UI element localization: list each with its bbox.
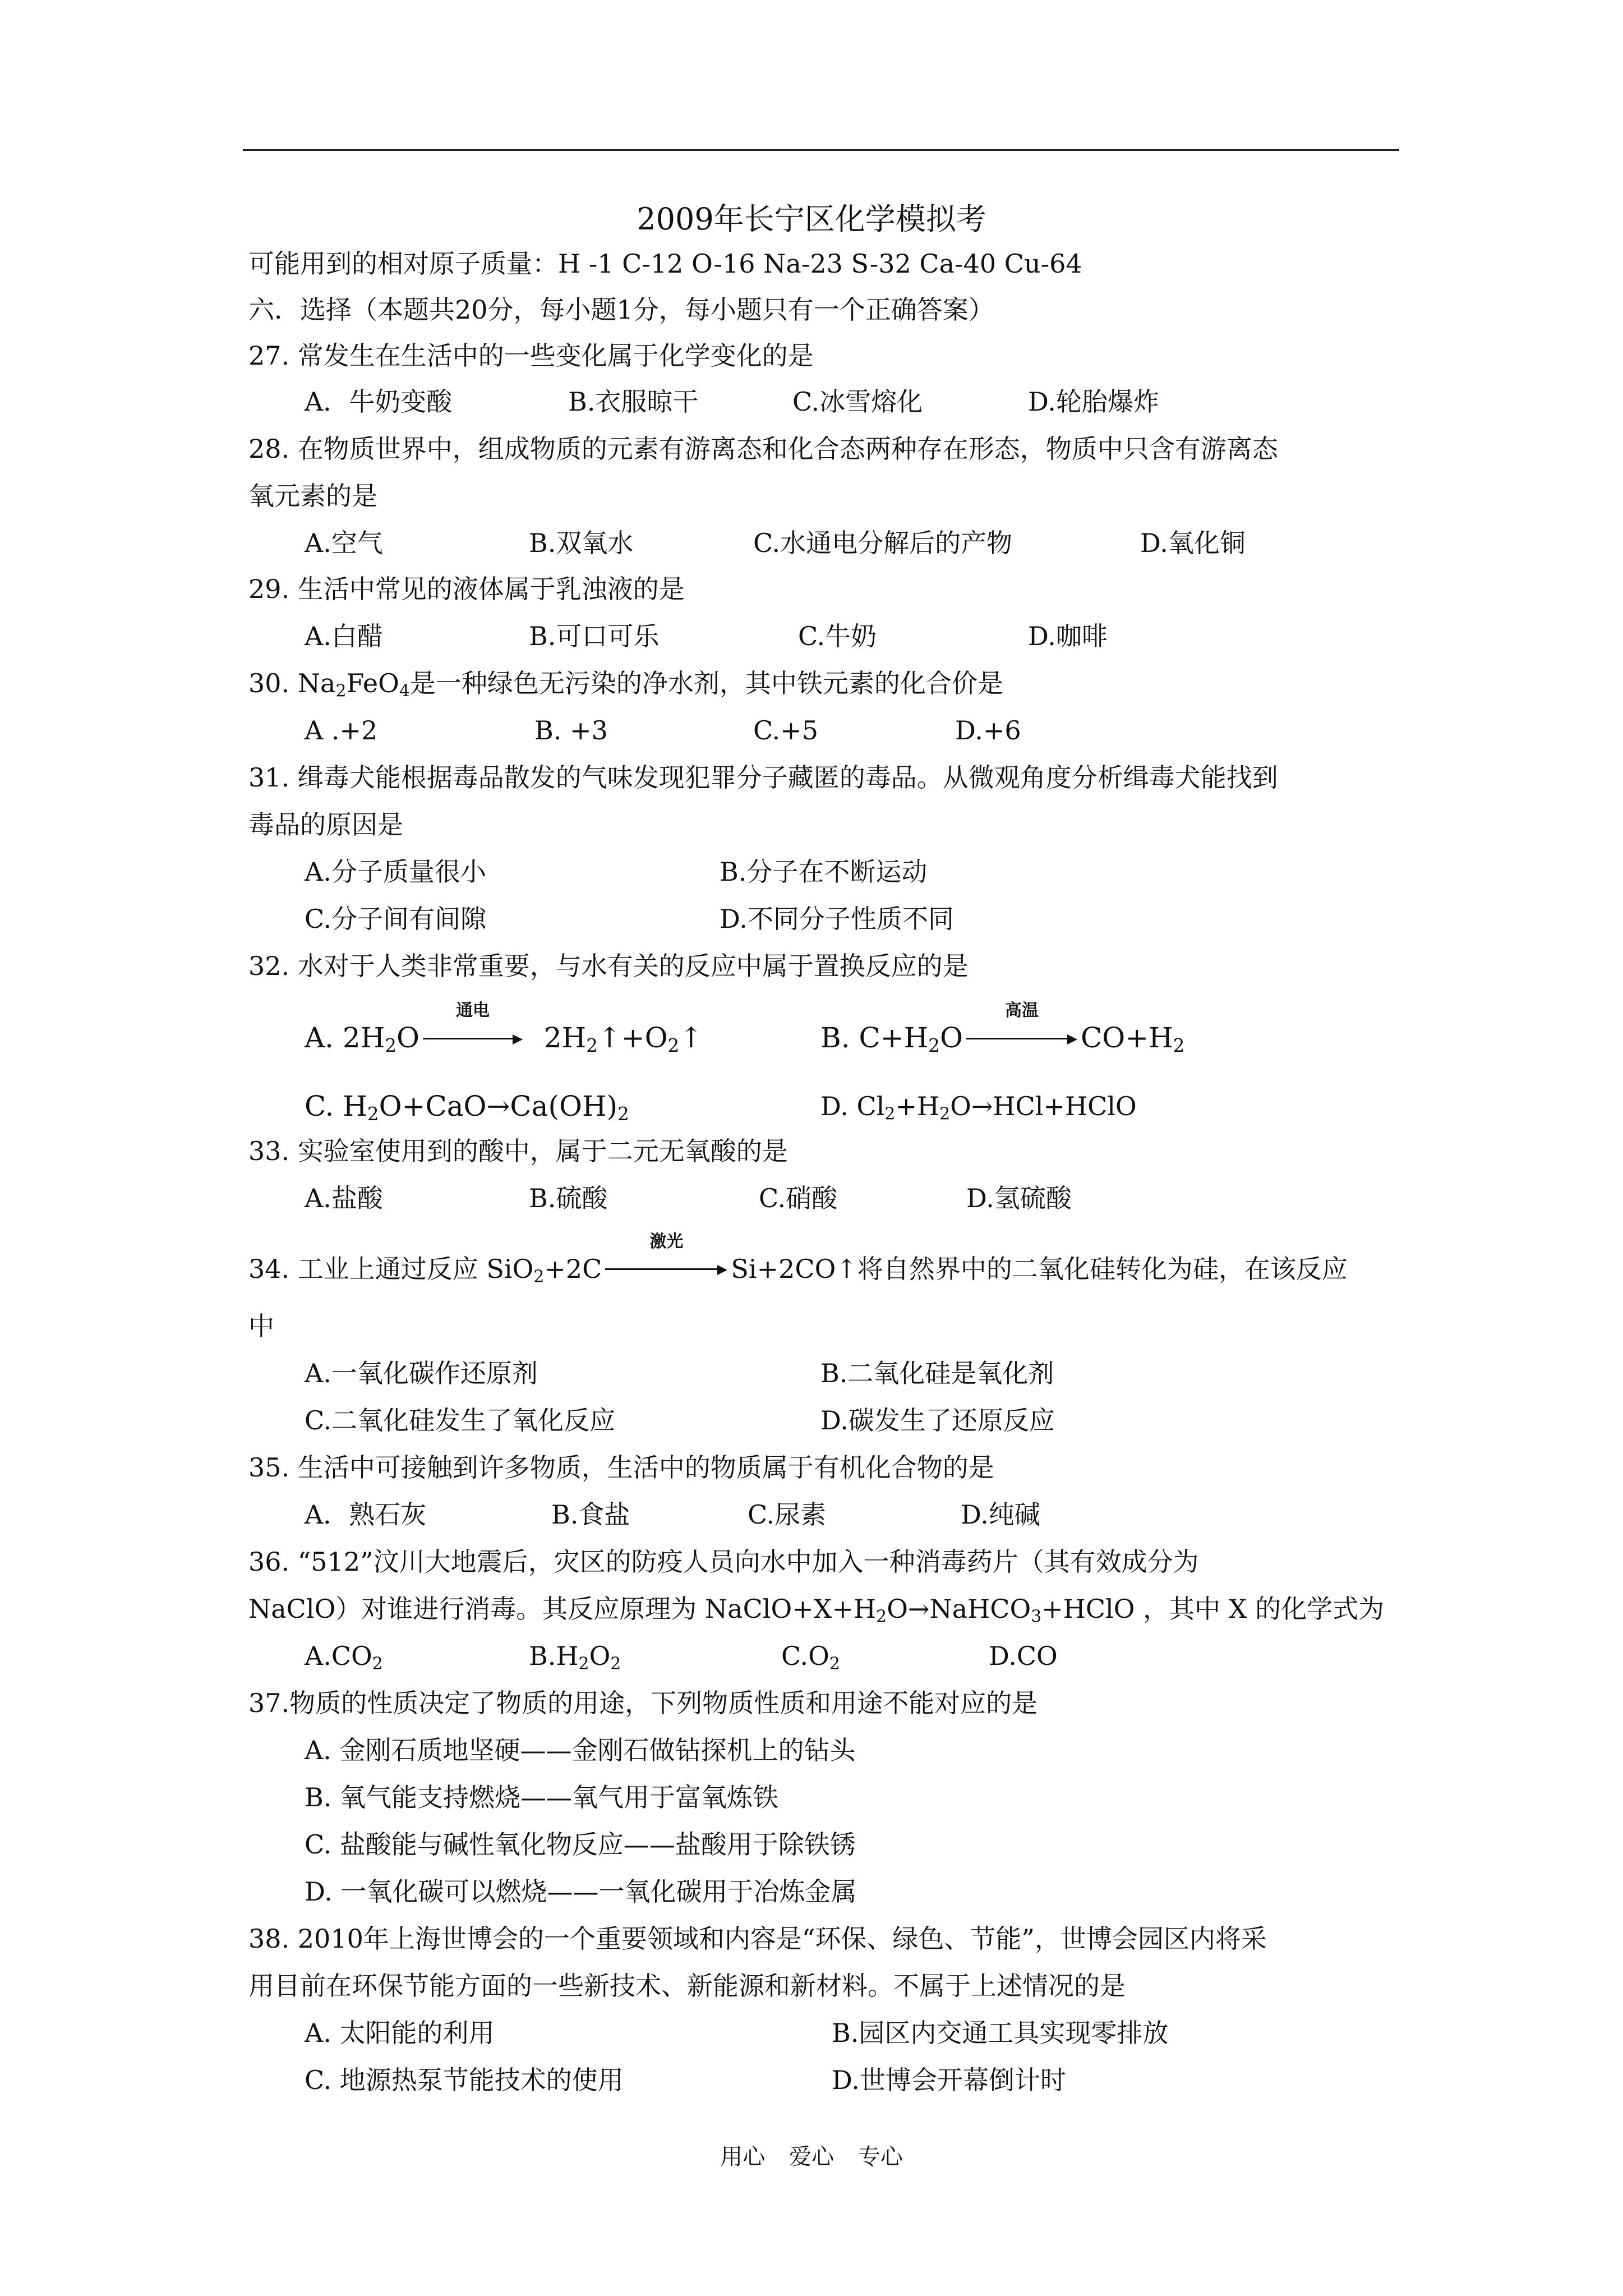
q32-equations-row1 [305, 1001, 1426, 1057]
q36-stem-line2: NaClO）对谁进行消毒。其反应原理为 $NaClO+X+H_2O\to NaHCO_3+HClO$ ，其中 X 的化学式为 [248, 1594, 1385, 1627]
page-footer: 用心 爱心 专心 [720, 2144, 903, 2170]
q31-stem-line2: 毒品的原因是 [248, 809, 403, 840]
q34-options-row2 [305, 1404, 1426, 1437]
q28-option-c[interactable]: C.水通电分解后的产物 [753, 528, 1013, 558]
q33-option-a[interactable]: A.盐酸 [305, 1183, 383, 1213]
q34-option-d[interactable]: D.碳发生了还原反应 [820, 1405, 1055, 1435]
q29-option-a[interactable]: A.白醋 [305, 621, 383, 651]
q30-option-c[interactable]: C.+5 [753, 715, 818, 746]
atomic-masses-line: 可能用到的相对原子质量：H -1 C-12 O-16 Na-23 S-32 Ca-40 Cu-64 [248, 249, 1082, 279]
q30-options [305, 714, 1426, 747]
q37-option-d[interactable]: D. 一氧化碳可以燃烧——一氧化碳用于冶炼金属 [305, 1876, 857, 1907]
q29-options [305, 619, 1426, 653]
q35-options [305, 1498, 1426, 1531]
q38-option-b[interactable]: B.园区内交通工具实现零排放 [832, 2018, 1169, 2048]
q27-option-c[interactable]: C.冰雪熔化 [792, 386, 923, 417]
q36-options [305, 1639, 1426, 1673]
q35-option-c[interactable]: C.尿素 [748, 1499, 827, 1530]
q30-option-a[interactable]: A .+2 [305, 715, 378, 746]
q34-stem-line1: 34. 工业上通过反应 SiO$_2$+2C 激光 Si+2CO↑将自然界中的二氧化硅转化为硅，在该反应 [248, 1232, 1348, 1287]
q27-stem: 27. 常发生在生活中的一些变化属于化学变化的是 [248, 341, 814, 371]
q34-arrow: 激光 [605, 1252, 727, 1286]
q31-option-c[interactable]: C.分子间有间隙 [305, 904, 487, 934]
q31-options-row1 [305, 855, 1426, 889]
q28-option-a[interactable]: A.空气 [305, 528, 383, 558]
q31-options-row2 [305, 902, 1426, 936]
q32-option-d[interactable]: D. $Cl_2+H_2O\to HCl+HClO$ [820, 1091, 1137, 1124]
q33-option-b[interactable]: B.硫酸 [529, 1183, 608, 1213]
q27-option-a[interactable]: A．牛奶变酸 [305, 386, 453, 417]
q38-options-row2 [305, 2063, 1426, 2097]
q38-option-a[interactable]: A. 太阳能的利用 [305, 2018, 495, 2048]
q33-option-c[interactable]: C.硝酸 [759, 1183, 838, 1213]
q34-option-b[interactable]: B.二氧化硅是氧化剂 [820, 1358, 1054, 1388]
q37-option-b[interactable]: B. 氧气能支持燃烧——氧气用于富氧炼铁 [305, 1782, 779, 1812]
q31-stem-line1: 31. 缉毒犬能根据毒品散发的气味发现犯罪分子藏匿的毒品。从微观角度分析缉毒犬能找到 [248, 762, 1278, 793]
q29-option-b[interactable]: B.可口可乐 [529, 621, 660, 651]
q28-option-d[interactable]: D.氧化铜 [1140, 528, 1246, 558]
q31-option-b[interactable]: B.分子在不断运动 [720, 857, 928, 887]
q28-stem-line1: 28. 在物质世界中，组成物质的元素有游离态和化合态两种存在形态，物质中只含有游离态 [248, 434, 1278, 464]
q32-option-b[interactable]: B. $C+H_2O$ 高温 $CO+H_2$ [820, 1001, 1185, 1057]
q31-option-d[interactable]: D.不同分子性质不同 [720, 904, 954, 934]
q32-stem: 32. 水对于人类非常重要，与水有关的反应中属于置换反应的是 [248, 951, 969, 981]
q35-option-a[interactable]: A．熟石灰 [305, 1499, 427, 1530]
q34-option-c[interactable]: C.二氧化硅发生了氧化反应 [305, 1405, 616, 1435]
q36-option-b[interactable]: $B.H_2O_2$ [529, 1641, 621, 1674]
q27-options [305, 385, 1426, 418]
q31-option-a[interactable]: A.分子质量很小 [305, 857, 486, 887]
q30-stem: 30. $Na_2FeO_4$是一种绿色无污染的净水剂，其中铁元素的化合价是 [248, 668, 1003, 701]
q30-option-b[interactable]: B. +3 [534, 715, 608, 746]
q29-option-d[interactable]: D.咖啡 [1028, 621, 1108, 651]
section-heading: 六．选择（本题共20分，每小题1分，每小题只有一个正确答案） [248, 295, 994, 325]
q34-option-a[interactable]: A.一氧化碳作还原剂 [305, 1358, 538, 1388]
page-title: 2009年长宁区化学模拟考 [637, 201, 986, 237]
q27-option-b[interactable]: B.衣服晾干 [568, 386, 699, 417]
q32-equations-row2 [305, 1089, 1426, 1123]
q38-options-row1 [305, 2016, 1426, 2050]
q30-option-d[interactable]: D.+6 [955, 715, 1021, 746]
q36-option-a[interactable]: $A.CO_2$ [305, 1641, 383, 1674]
q33-options [305, 1181, 1426, 1215]
q34-options-row1 [305, 1356, 1426, 1390]
q32-b-arrow: 高温 [966, 1021, 1077, 1055]
q38-option-d[interactable]: D.世博会开幕倒计时 [832, 2065, 1066, 2095]
q36-option-d[interactable]: D.CO [989, 1641, 1058, 1671]
q38-stem-line2: 用目前在环保节能方面的一些新技术、新能源和新材料。不属于上述情况的是 [248, 1971, 1126, 2001]
q36-stem-line1: 36. “512”汶川大地震后，灾区的防疫人员向水中加入一种消毒药片（其有效成分为 [248, 1547, 1199, 1577]
q29-option-c[interactable]: C.牛奶 [798, 621, 877, 651]
q28-options [305, 526, 1426, 560]
q38-stem-line1: 38. 2010年上海世博会的一个重要领域和内容是“环保、绿色、节能”，世博会园区内将采 [248, 1924, 1267, 1954]
q32-a-arrow: 通电 [423, 1021, 523, 1055]
q37-stem: 37.物质的性质决定了物质的用途，下列物质性质和用途不能对应的是 [248, 1688, 1038, 1718]
q33-option-d[interactable]: D.氢硫酸 [966, 1183, 1072, 1213]
q38-option-c[interactable]: C. 地源热泵节能技术的使用 [305, 2065, 624, 2095]
q32-option-c[interactable]: C. $H_2O+CaO\to Ca(OH)_2$ [305, 1090, 629, 1125]
q29-stem: 29. 生活中常见的液体属于乳浊液的是 [248, 574, 685, 604]
q35-stem: 35. 生活中可接触到许多物质，生活中的物质属于有机化合物的是 [248, 1452, 994, 1483]
q36-option-c[interactable]: $C.O_2$ [781, 1641, 840, 1674]
q35-option-b[interactable]: B.食盐 [551, 1499, 630, 1530]
q32-option-a[interactable]: A. $2H_2O$ 通电 $2H_2↑+O_2↑$ [305, 1001, 703, 1057]
q35-option-d[interactable]: D.纯碱 [961, 1499, 1040, 1530]
q37-option-c[interactable]: C. 盐酸能与碱性氧化物反应——盐酸用于除铁锈 [305, 1829, 856, 1860]
q27-option-d[interactable]: D.轮胎爆炸 [1028, 386, 1159, 417]
q34-stem-line2: 中 [248, 1311, 274, 1341]
q33-stem: 33. 实验室使用到的酸中，属于二元无氧酸的是 [248, 1136, 788, 1166]
q28-stem-line2: 氧元素的是 [248, 481, 377, 511]
q37-option-a[interactable]: A. 金刚石质地坚硬——金刚石做钻探机上的钻头 [305, 1735, 856, 1765]
header-rule [243, 149, 1399, 151]
q28-option-b[interactable]: B.双氧水 [529, 528, 634, 558]
